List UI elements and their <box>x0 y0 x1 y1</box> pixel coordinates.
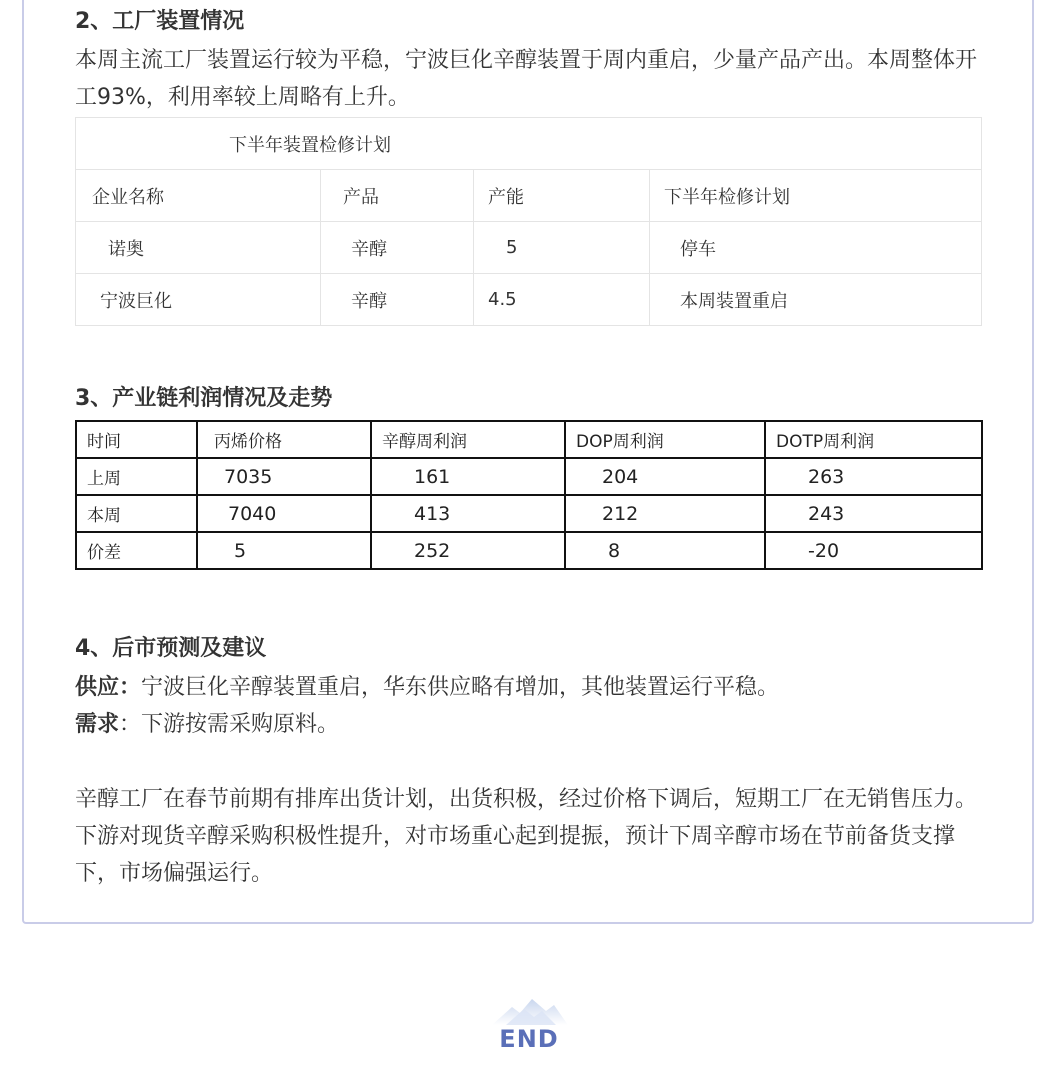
summary-paragraph: 辛醇工厂在春节前期有排库出货计划，出货积极，经过价格下调后，短期工厂在无销售压力。下游对现货辛醇采购积极性提升，对市场重心起到提振，预计下周辛醇市场在节前备货支撑下，市场偏强运行。 <box>75 787 978 886</box>
profit-table <box>75 420 983 570</box>
table-cell: 413 <box>371 495 565 532</box>
table-header-cell: 产能 <box>474 170 650 222</box>
table-cell: 5 <box>197 532 371 569</box>
table-row-label: 价差 <box>76 532 197 569</box>
table-cell: 停车 <box>650 222 982 274</box>
table-cell: 161 <box>371 458 565 495</box>
supply-text: 宁波巨化辛醇装置重启，华东供应略有增加，其他装置运行平稳。 <box>141 675 780 700</box>
demand-line <box>75 706 339 743</box>
maintenance-table-caption: 下半年装置检修计划 <box>76 118 982 170</box>
table-cell: 7035 <box>197 458 371 495</box>
table-cell: 诺奥 <box>76 222 321 274</box>
section-3-title: 3、产业链利润情况及走势 <box>75 386 333 411</box>
section-4-title: 4、后市预测及建议 <box>75 636 267 661</box>
section-2-paragraph: 本周主流工厂装置运行较为平稳，宁波巨化辛醇装置于周内重启，少量产品产出。本周整体开工93%，利用率较上周略有上升。 <box>75 48 978 110</box>
table-cell: 263 <box>765 458 982 495</box>
table-cell: 辛醇 <box>321 222 474 274</box>
table-header-cell: 时间 <box>76 421 197 458</box>
table-row-label: 本周 <box>76 495 197 532</box>
demand-text: 下游按需采购原料。 <box>141 712 340 737</box>
table-cell: 宁波巨化 <box>76 274 321 326</box>
demand-colon: ： <box>119 712 142 737</box>
table-header-cell: 企业名称 <box>76 170 321 222</box>
table-cell: 8 <box>565 532 765 569</box>
maintenance-table <box>75 117 982 326</box>
table-header-cell: 下半年检修计划 <box>650 170 982 222</box>
table-cell: 204 <box>565 458 765 495</box>
supply-line <box>75 669 779 706</box>
end-marker <box>490 995 568 1055</box>
table-header-cell: DOTP周利润 <box>765 421 982 458</box>
supply-colon: ： <box>119 675 142 700</box>
table-cell: -20 <box>765 532 982 569</box>
table-cell: 辛醇 <box>321 274 474 326</box>
section-2-title: 2、工厂装置情况 <box>75 9 245 34</box>
table-cell: 252 <box>371 532 565 569</box>
demand-label: 需求 <box>75 712 120 737</box>
table-cell: 243 <box>765 495 982 532</box>
table-header-cell: 产品 <box>321 170 474 222</box>
table-cell: 212 <box>565 495 765 532</box>
table-header-cell: 辛醇周利润 <box>371 421 565 458</box>
table-cell: 本周装置重启 <box>650 274 982 326</box>
table-header-cell: DOP周利润 <box>565 421 765 458</box>
mountain-icon <box>490 995 568 1027</box>
table-cell: 5 <box>474 222 650 274</box>
table-cell: 4.5 <box>474 274 650 326</box>
supply-label: 供应 <box>75 675 120 700</box>
end-label: END <box>499 1025 559 1053</box>
table-row-label: 上周 <box>76 458 197 495</box>
table-header-cell: 丙烯价格 <box>197 421 371 458</box>
table-cell: 7040 <box>197 495 371 532</box>
